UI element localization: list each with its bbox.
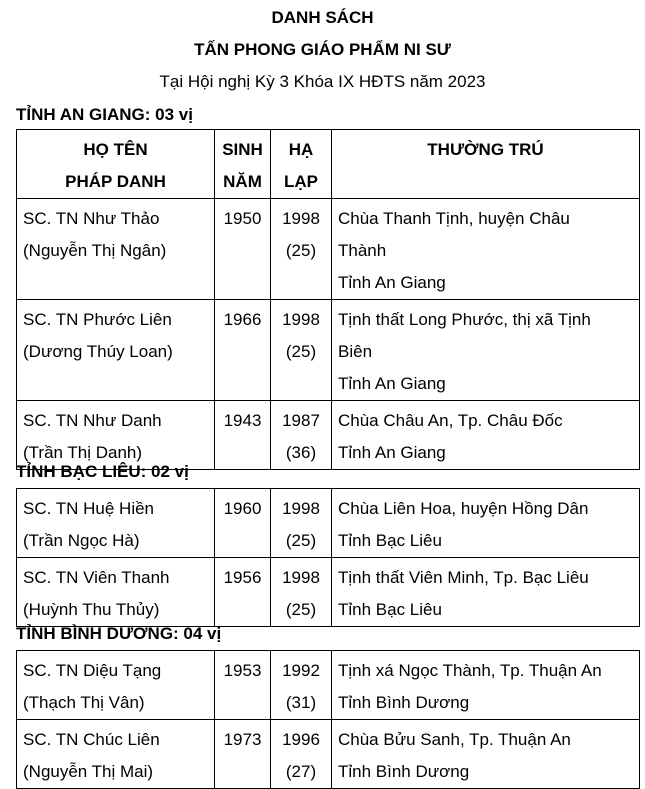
lay-name: (Thạch Thị Vân): [23, 693, 145, 712]
ha-lap-count: (25): [285, 241, 317, 260]
row-name-cell: [17, 558, 215, 627]
ordination-cell: [271, 720, 332, 789]
table-row: [17, 558, 640, 627]
ordination-cell: [271, 199, 332, 300]
residence-cell: [332, 489, 640, 558]
ordination-cell: [271, 401, 332, 470]
residence-cell: [332, 199, 640, 300]
residence-province: Tỉnh An Giang: [338, 273, 446, 292]
table-an-giang: [16, 129, 640, 470]
table-row: [17, 300, 640, 401]
header-name-line2: PHÁP DANH: [65, 172, 166, 191]
residence-line2: Thành: [338, 241, 387, 260]
header-residence: [332, 130, 640, 199]
ha-lap-count: (25): [285, 600, 317, 619]
section-title-bac-lieu: TỈNH BẠC LIÊU: 02 vị: [16, 462, 189, 481]
ha-lap-count: (31): [285, 693, 317, 712]
row-name-cell: [17, 199, 215, 300]
table-row: [17, 401, 640, 470]
row-name-cell: [17, 489, 215, 558]
residence-line2: Biên: [338, 342, 373, 361]
doc-subtitle: Tại Hội nghị Kỳ 3 Khóa IX HĐTS năm 2023: [159, 72, 486, 91]
ordination-year: 1998: [282, 310, 320, 329]
birth-year: 1956: [215, 558, 271, 627]
dharma-name: SC. TN Chúc Liên: [23, 730, 160, 749]
residence-line1: Chùa Châu An, Tp. Châu Đốc: [338, 411, 563, 430]
dharma-name: SC. TN Viên Thanh: [23, 568, 170, 587]
residence-province: Tỉnh Bình Dương: [338, 762, 470, 781]
lay-name: (Huỳnh Thu Thủy): [23, 600, 160, 619]
ha-lap-count: (25): [285, 531, 317, 550]
table-row: [17, 199, 640, 300]
table-binh-duong: [16, 650, 640, 789]
header-ha-line1: HẠ: [288, 140, 314, 159]
header-ha-line2: LẠP: [284, 172, 318, 191]
table-row: [17, 651, 640, 720]
residence-province: Tỉnh An Giang: [338, 374, 446, 393]
dharma-name: SC. TN Phước Liên: [23, 310, 172, 329]
row-name-cell: [17, 401, 215, 470]
dharma-name: SC. TN Như Danh: [23, 411, 162, 430]
residence-line1: Tịnh thất Long Phước, thị xã Tịnh: [338, 310, 591, 329]
section-title-an-giang: TỈNH AN GIANG: 03 vị: [16, 105, 193, 124]
lay-name: (Nguyễn Thị Mai): [23, 762, 154, 781]
residence-province: Tỉnh An Giang: [338, 443, 446, 462]
residence-line1: Chùa Thanh Tịnh, huyện Châu: [338, 209, 570, 228]
table-row: [17, 720, 640, 789]
ha-lap-count: (25): [285, 342, 317, 361]
dharma-name: SC. TN Diệu Tạng: [23, 661, 162, 680]
ha-lap-count: (27): [285, 762, 317, 781]
header-name: [17, 130, 215, 199]
lay-name: (Trần Thị Danh): [23, 443, 143, 462]
ordination-cell: [271, 651, 332, 720]
row-name-cell: [17, 720, 215, 789]
ordination-year: 1998: [282, 499, 320, 518]
birth-year: 1960: [215, 489, 271, 558]
residence-line1: Tịnh thất Viên Minh, Tp. Bạc Liêu: [338, 568, 589, 587]
header-name-line1: HỌ TÊN: [83, 140, 148, 159]
ha-lap-count: (36): [285, 443, 317, 462]
lay-name: (Nguyễn Thị Ngân): [23, 241, 167, 260]
birth-year: 1943: [215, 401, 271, 470]
header-born-line2: NĂM: [223, 172, 262, 191]
residence-line1: Chùa Liên Hoa, huyện Hồng Dân: [338, 499, 589, 518]
ordination-year: 1987: [282, 411, 320, 430]
dharma-name: SC. TN Như Thảo: [23, 209, 160, 228]
row-name-cell: [17, 651, 215, 720]
residence-cell: [332, 720, 640, 789]
ordination-year: 1992: [282, 661, 320, 680]
birth-year: 1953: [215, 651, 271, 720]
birth-year: 1966: [215, 300, 271, 401]
residence-cell: [332, 401, 640, 470]
header-born-line1: SINH: [222, 140, 263, 159]
section-title-binh-duong: TỈNH BÌNH DƯƠNG: 04 vị: [16, 624, 222, 643]
residence-province: Tỉnh Bạc Liêu: [338, 531, 442, 550]
ordination-year: 1996: [282, 730, 320, 749]
table-bac-lieu: [16, 488, 640, 627]
ordination-cell: [271, 300, 332, 401]
doc-title-line1: DANH SÁCH: [271, 8, 374, 27]
birth-year: 1973: [215, 720, 271, 789]
ordination-year: 1998: [282, 209, 320, 228]
residence-cell: [332, 651, 640, 720]
table-row: [17, 489, 640, 558]
header-residence-label: THƯỜNG TRÚ: [427, 140, 544, 159]
row-name-cell: [17, 300, 215, 401]
residence-cell: [332, 558, 640, 627]
residence-line1: Tịnh xá Ngọc Thành, Tp. Thuận An: [338, 661, 602, 680]
ordination-year: 1998: [282, 568, 320, 587]
lay-name: (Dương Thúy Loan): [23, 342, 173, 361]
residence-province: Tỉnh Bình Dương: [338, 693, 470, 712]
lay-name: (Trần Ngọc Hà): [23, 531, 140, 550]
residence-line1: Chùa Bửu Sanh, Tp. Thuận An: [338, 730, 571, 749]
birth-year: 1950: [215, 199, 271, 300]
doc-title-line2: TẤN PHONG GIÁO PHẨM NI SƯ: [194, 40, 451, 59]
header-born: [215, 130, 271, 199]
table-header-row: [17, 130, 640, 199]
header-ha-lap: [271, 130, 332, 199]
dharma-name: SC. TN Huệ Hiền: [23, 499, 155, 518]
residence-cell: [332, 300, 640, 401]
ordination-cell: [271, 489, 332, 558]
residence-province: Tỉnh Bạc Liêu: [338, 600, 442, 619]
ordination-cell: [271, 558, 332, 627]
